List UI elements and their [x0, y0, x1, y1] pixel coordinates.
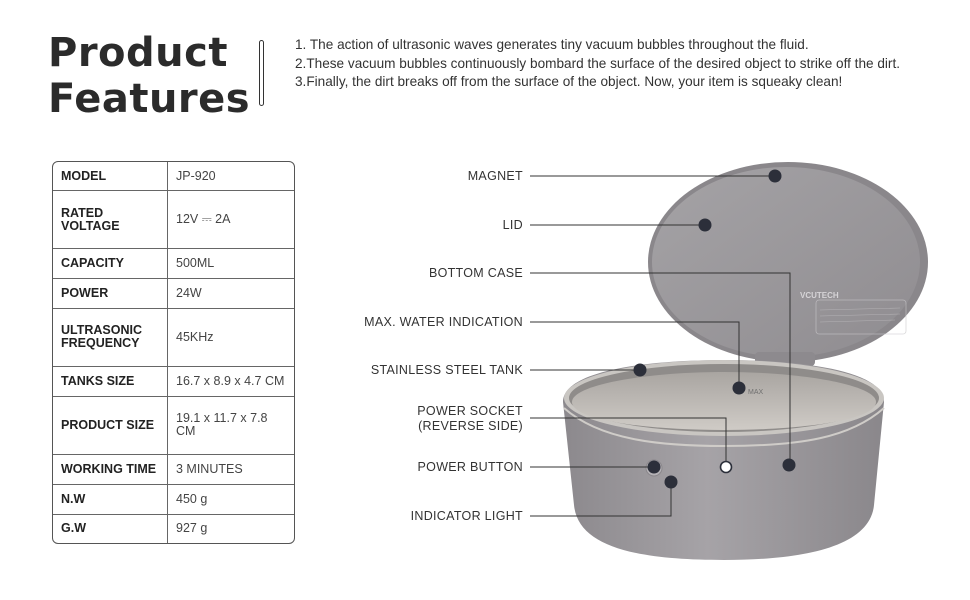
spec-value: 3 MINUTES — [168, 454, 295, 484]
spec-label: RATED VOLTAGE — [53, 191, 168, 249]
spec-label: ULTRASONIC FREQUENCY — [53, 309, 168, 367]
spec-label: CAPACITY — [53, 249, 168, 279]
callout-power-button: POWER BUTTON — [417, 460, 523, 474]
spec-value: 450 g — [168, 484, 295, 514]
callout-indicator-light: INDICATOR LIGHT — [410, 509, 523, 523]
dot-bottom-case — [783, 459, 796, 472]
spec-label: TANKS SIZE — [53, 366, 168, 396]
bottom-case — [563, 360, 884, 560]
callout-power-socket — [330, 404, 523, 434]
dot-indicator-light — [665, 476, 678, 489]
spec-value: JP-920 — [168, 162, 295, 191]
spec-value: 19.1 x 11.7 x 7.8 CM — [168, 396, 295, 454]
spec-label: G.W — [53, 514, 168, 543]
callout-steel-tank: STAINLESS STEEL TANK — [370, 363, 523, 377]
callout-lid: LID — [502, 218, 523, 232]
dot-steel-tank — [634, 364, 647, 377]
intro-point: 3.Finally, the dirt breaks off from the surface of the object. Now, your item is squeaky clean! — [295, 74, 843, 89]
title-line-2: Features — [48, 76, 251, 122]
spec-label: MODEL — [53, 162, 168, 191]
dot-max-water — [733, 382, 746, 395]
callout-max-water: MAX. WATER INDICATION — [364, 315, 523, 329]
title-line-1: Product — [48, 30, 228, 76]
callout-power-socket-line2: (REVERSE SIDE) — [418, 419, 523, 433]
callout-power-socket-line1: POWER SOCKET — [417, 404, 523, 418]
dot-power-socket — [721, 462, 732, 473]
brand-logo: VCUTECH — [800, 291, 839, 300]
intro-point: 2.These vacuum bubbles continuously bombard the surface of the desired object to strike off the dirt. — [295, 55, 901, 71]
spec-label: PRODUCT SIZE — [53, 396, 168, 454]
spec-value: 16.7 x 8.9 x 4.7 CM — [168, 366, 295, 396]
dot-power-button — [648, 461, 661, 474]
spec-value: 12V ⎓ 2A — [168, 191, 295, 249]
callout-bottom-case: BOTTOM CASE — [428, 266, 523, 280]
dot-magnet — [769, 170, 782, 183]
spec-value: 45KHz — [168, 309, 295, 367]
lid — [648, 162, 928, 362]
callout-magnet: MAGNET — [467, 169, 523, 183]
intro-point: 1. The action of ultrasonic waves generates tiny vacuum bubbles throughout the fluid. — [295, 37, 809, 52]
spec-value: 24W — [168, 279, 295, 309]
spec-value: 500ML — [168, 249, 295, 279]
spec-label: WORKING TIME — [53, 454, 168, 484]
max-marking: MAX — [748, 389, 764, 396]
spec-label: N.W — [53, 484, 168, 514]
spec-value: 927 g — [168, 514, 295, 543]
spec-label: POWER — [53, 279, 168, 309]
dot-lid — [699, 219, 712, 232]
